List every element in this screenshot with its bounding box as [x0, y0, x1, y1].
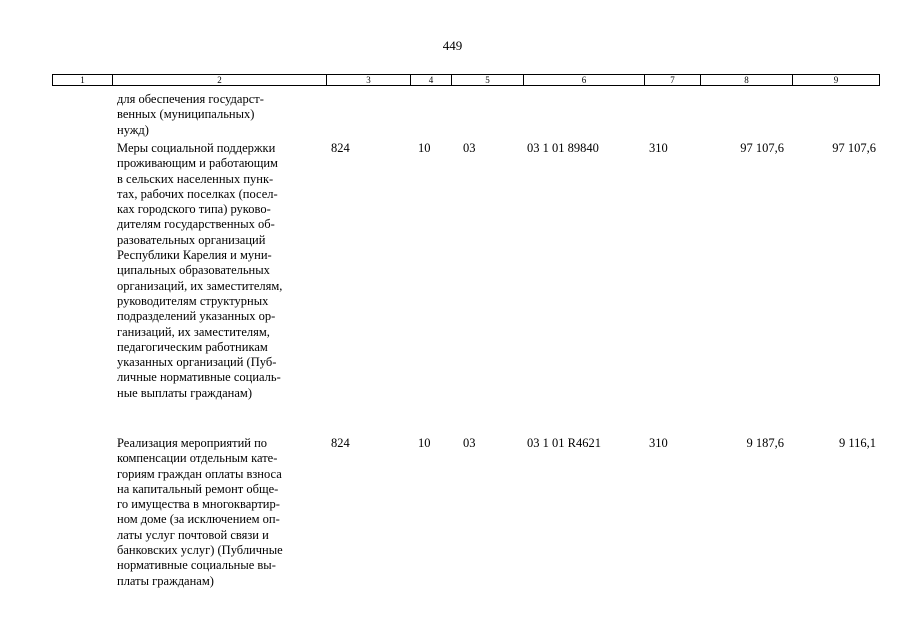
- text-line: проживающим и работающим: [117, 156, 278, 171]
- text-line: ках городского типа) руково-: [117, 202, 271, 217]
- row-description: [117, 141, 327, 401]
- text-line: ципальных образовательных: [117, 263, 270, 278]
- text-line: руководителям структурных: [117, 293, 269, 308]
- text-line: Меры социальной поддержки: [117, 141, 276, 155]
- column-header-3: 3: [326, 75, 410, 85]
- text-line: Республики Карелия и муни-: [117, 248, 272, 263]
- ministry-code: 824: [331, 436, 350, 450]
- text-line: дителям государственных об-: [117, 217, 275, 232]
- text-line: Реализация мероприятий по: [117, 436, 268, 450]
- row-description: [117, 92, 327, 138]
- text-line: венных (муниципальных): [117, 107, 255, 122]
- text-line: нормативные социальные вы-: [117, 558, 276, 573]
- table-header-row: [52, 74, 880, 86]
- text-line: ные выплаты гражданам): [117, 385, 252, 400]
- column-header-6: 6: [523, 75, 644, 85]
- row-description: [117, 436, 327, 589]
- text-line: гориям граждан оплаты взноса: [117, 466, 282, 481]
- section-code: 10: [418, 141, 431, 155]
- section-code: 10: [418, 436, 431, 450]
- text-line: организаций, их заместителям,: [117, 278, 283, 293]
- amount-2: 97 107,6: [832, 141, 876, 155]
- column-header-1: 1: [80, 75, 85, 85]
- subsection-code: 03: [463, 141, 476, 155]
- column-header-8: 8: [700, 75, 792, 85]
- text-line: компенсации отдельным кате-: [117, 451, 278, 466]
- text-line: ном доме (за исключением оп-: [117, 512, 280, 527]
- text-line: платы гражданам): [117, 573, 214, 588]
- text-line: го имущества в многоквартир-: [117, 497, 280, 512]
- ministry-code: 824: [331, 141, 350, 155]
- text-line: в сельских населенных пунк-: [117, 171, 274, 186]
- target-article-code: 03 1 01 89840: [527, 141, 599, 155]
- page-number: 449: [442, 38, 463, 53]
- amount-1: 97 107,6: [740, 141, 784, 155]
- column-header-4: 4: [410, 75, 451, 85]
- text-line: ганизаций, их заместителям,: [117, 324, 270, 339]
- column-header-5: 5: [451, 75, 523, 85]
- column-header-7: 7: [644, 75, 700, 85]
- text-line: разовательных организаций: [117, 232, 266, 247]
- text-line: подразделений указанных ор-: [117, 309, 276, 324]
- text-line: тах, рабочих поселках (посел-: [117, 186, 278, 201]
- target-article-code: 03 1 01 R4621: [527, 436, 601, 450]
- amount-2: 9 116,1: [838, 436, 876, 450]
- text-line: на капитальный ремонт обще-: [117, 481, 279, 496]
- amount-1: 9 187,6: [746, 436, 784, 450]
- text-line: нужд): [117, 122, 149, 137]
- expense-type-code: 310: [649, 436, 668, 450]
- column-header-2: 2: [112, 75, 326, 85]
- expense-type-code: 310: [649, 141, 668, 155]
- column-header-9: 9: [792, 75, 879, 85]
- text-line: педагогическим работникам: [117, 339, 268, 354]
- text-line: указанных организаций (Пуб-: [117, 355, 277, 370]
- text-line: банковских услуг) (Публичные: [117, 543, 283, 558]
- text-line: латы услуг почтовой связи и: [117, 527, 269, 542]
- text-line: личные нормативные социаль-: [117, 370, 281, 385]
- text-line: для обеспечения государст-: [117, 92, 264, 106]
- subsection-code: 03: [463, 436, 476, 450]
